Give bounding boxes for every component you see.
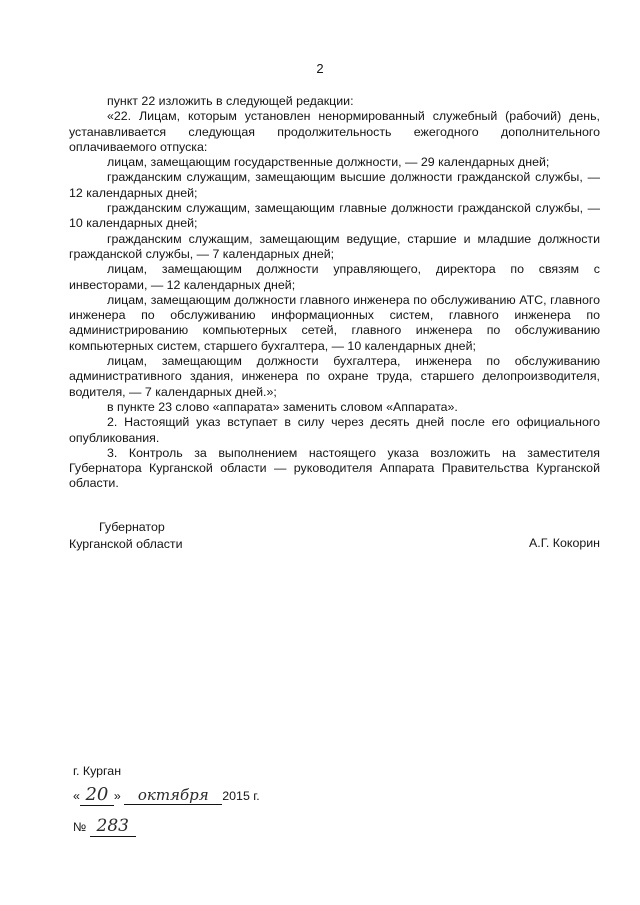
date-quote-close: » (113, 789, 121, 803)
signature-title-line1: Губернатор (99, 520, 165, 534)
number-label: № (73, 820, 87, 834)
date-line (73, 784, 260, 806)
paragraph: в пункте 23 слово «аппарата» заменить словом «Аппарата». (107, 399, 458, 414)
city: г. Курган (73, 764, 122, 778)
paragraph: гражданским служащим, замещающим главные должности гражданской службы, — 10 календарных дней; (69, 201, 600, 231)
paragraph: лицам, замещающим должности бухгалтера, инженера по обслуживанию административного здания, инженера по охране труда, старшего делопроизводителя, водителя, — 7 календарных дней.»; (69, 354, 600, 399)
paragraph: пункт 22 изложить в следующей редакции: (107, 94, 354, 108)
date-month: октября (124, 786, 222, 805)
signature-name: А.Г. Кокорин (528, 536, 600, 550)
paragraph: лицам, замещающим должности главного инженера по обслуживанию АТС, главного инженера по обслуживанию информационных систем, главного инженера по администрированию компьютерных сетей, главного инженера по обслуживанию компьютерных систем, старшего бухгалтера, — 10 календарных дней; (69, 292, 600, 353)
date-year: 2015 г. (222, 789, 260, 803)
paragraph: лицам, замещающим должности управляющего, директора по связям с инвесторами, — 12 календарных дней; (69, 262, 600, 292)
paragraph: 2. Настоящий указ вступает в силу через десять дней после его официального опубликования. (69, 415, 600, 445)
date-quote-open: « (73, 789, 80, 803)
paragraph: гражданским служащим, замещающим ведущие, старшие и младшие должности гражданской службы, — 7 календарных дней; (69, 231, 600, 261)
paragraph: «22. Лицам, которым установлен ненормированный служебный (рабочий) день, устанавливается следующая продолжительность ежегодного дополнительного оплачиваемого отпуска: (69, 109, 600, 154)
decree-body (69, 94, 600, 492)
paragraph: 3. Контроль за выполнением настоящего указа возложить на заместителя Губернатора Курганской области — руководителя Аппарата Правительства Курганской области. (69, 445, 600, 491)
signature-title-line2: Курганской области (69, 537, 183, 551)
paragraph: лицам, замещающим государственные должности, — 29 календарных дней; (107, 155, 550, 170)
paragraph: гражданским служащим, замещающим высшие должности гражданской службы, — 12 календарных дней; (69, 170, 600, 200)
number-line (73, 816, 136, 837)
date-day: 20 (80, 784, 114, 806)
document-number: 283 (90, 816, 136, 837)
signature-title (69, 519, 183, 553)
page-number: 2 (316, 61, 324, 76)
